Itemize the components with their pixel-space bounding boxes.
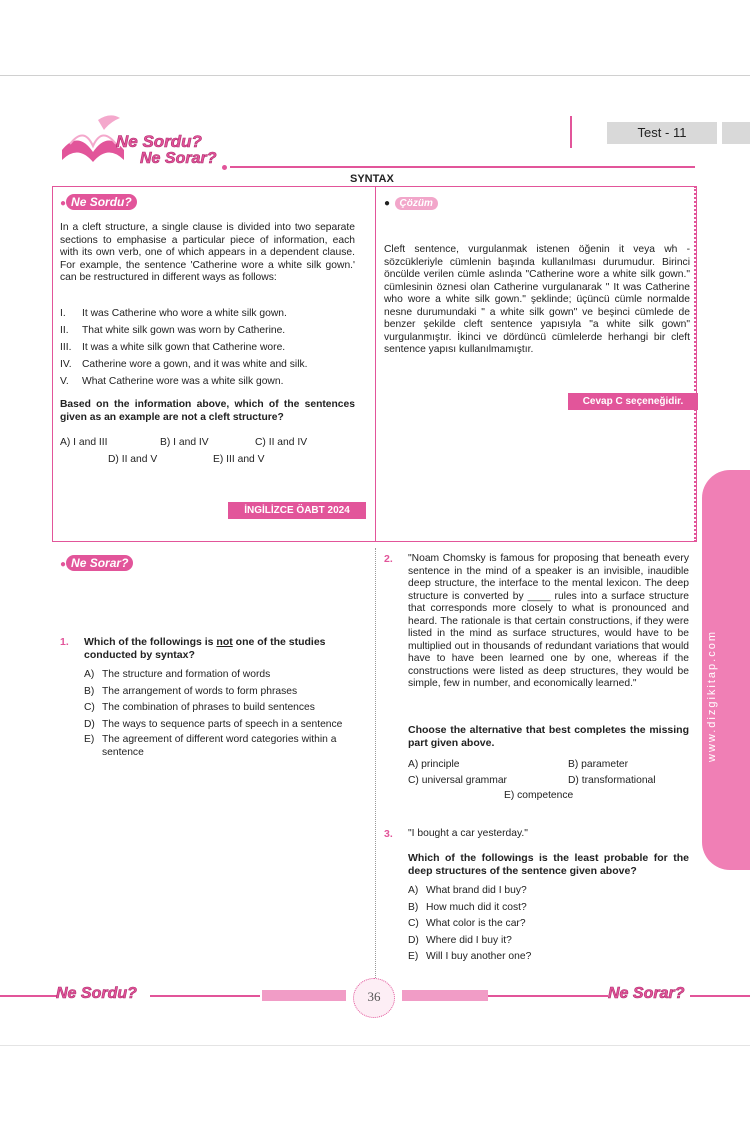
question-1-options: [84, 667, 368, 759]
footer-bar-left: [262, 990, 346, 1001]
list-item: II. That white silk gown was worn by Catherine.: [60, 325, 286, 336]
sordu-paragraph: In a cleft structure, a single clause is divided into two separate sections to emphasise a particular piece of information, each with its own verb, one of which appears in a dependent clause. For example, the sentence 'Catherine wore a white silk gown.' can be restructured in different ways as follows:: [60, 222, 355, 283]
footer-left-logo: Ne Sordu?: [56, 985, 137, 1002]
q1-option-d[interactable]: D) The ways to sequence parts of speech in a sentence: [84, 718, 343, 730]
test-label-box: [607, 122, 717, 144]
test-label-tail: [722, 122, 750, 144]
footer-rule-left: [0, 995, 58, 997]
q3-option-a[interactable]: A) What brand did I buy?: [408, 885, 527, 896]
sordu-box-divider: [375, 186, 376, 542]
sordu-option-a[interactable]: A) I and III: [60, 437, 108, 448]
sordu-option-b[interactable]: B) I and IV: [160, 437, 209, 448]
question-1-number: 1.: [60, 636, 69, 648]
header-dot: [222, 165, 227, 170]
q2-option-d[interactable]: D) transformational: [568, 775, 656, 786]
q1-option-a[interactable]: A) The structure and formation of words: [84, 669, 271, 680]
page-top-edge: [0, 75, 750, 76]
sordu-question: Based on the information above, which of the sentences given as an example are not a cleft structure?: [60, 399, 355, 423]
question-3-stem: Which of the followings is the least probable for the deep structures of the sentence given above?: [408, 852, 689, 877]
cozum-dotted-right: [694, 186, 696, 542]
page-number-circle: [353, 978, 395, 1018]
q2-option-e[interactable]: E) competence: [504, 790, 574, 801]
column-divider: [375, 548, 376, 988]
q3-option-c[interactable]: C) What color is the car?: [408, 918, 526, 929]
question-2-number: 2.: [384, 553, 393, 565]
q2-option-c[interactable]: C) universal grammar: [408, 775, 507, 786]
logo-line1: Ne Sordu?: [116, 132, 202, 151]
list-item: IV. Catherine wore a gown, and it was white and silk.: [60, 359, 308, 370]
question-3-quote: "I bought a car yesterday.": [408, 828, 528, 839]
cozum-heading: ● Çözüm: [384, 193, 438, 211]
question-1-stem: Which of the followings is not one of the studies conducted by syntax?: [84, 636, 326, 661]
sordu-option-c[interactable]: C) II and IV: [255, 437, 308, 448]
header-logo: [58, 110, 223, 175]
header-divider-short: [570, 116, 572, 148]
sorar-heading: ● Ne Sorar?: [60, 554, 133, 572]
header-rule: [230, 166, 695, 168]
footer-rule-mid-left: [150, 995, 260, 997]
q1-option-e[interactable]: E) The agreement of different word categories within a sentence: [84, 734, 337, 758]
sidebar-url: www.dizgikitap.com: [706, 630, 718, 762]
q3-option-d[interactable]: D) Where did I buy it?: [408, 934, 512, 946]
section-title: SYNTAX: [350, 173, 394, 185]
source-badge: İNGİLİZCE ÖABT 2024: [228, 502, 366, 519]
footer-bar-right: [402, 990, 488, 1001]
q2-option-a[interactable]: A) principle: [408, 759, 460, 770]
page-number: 36: [367, 989, 381, 1004]
q1-option-c[interactable]: C) The combination of phrases to build sentences: [84, 702, 315, 713]
footer-rule-far-right: [690, 995, 750, 997]
question-2-stem: Choose the alternative that best completes the missing part given above.: [408, 724, 689, 749]
sordu-heading: ● Ne Sordu?: [60, 193, 137, 211]
sordu-option-e[interactable]: E) III and V: [213, 454, 265, 465]
answer-badge: Cevap C seçeneğidir.: [568, 393, 698, 410]
page-bottom-edge: [0, 1045, 750, 1046]
list-item: III. It was a white silk gown that Catherine wore.: [60, 342, 286, 353]
q3-option-e[interactable]: E) Will I buy another one?: [408, 951, 532, 962]
q1-option-b[interactable]: B) The arrangement of words to form phrases: [84, 685, 298, 697]
list-item: V. What Catherine wore was a white silk gown.: [60, 376, 284, 387]
footer-rule-right: [488, 995, 608, 997]
cozum-paragraph: Cleft sentence, vurgulanmak istenen öğenin it veya wh - sözcükleriyle cümlenin başında kullanılması durumudur. Birinci öncülde verilen cümle aslında "Catherine wore a white silk gown." cümlesinin öznesi olan Catherine vurgulanarak " It was Catherine who wore a white silk gown." şeklinde; üçüncü cümle normalde nesne durumundaki " a white silk gown" ve beşinci cümlede de benzer şekilde cleft sentence yapısıyla "a white silk gown" vurgulanmıştır. İkinci ve dördüncü cümlelerde herhangi bir cleft sentence yapısı kullanılmamıştır.: [384, 244, 690, 355]
q3-option-b[interactable]: B) How much did it cost?: [408, 901, 527, 913]
sorar-heading-label: Ne Sorar?: [66, 555, 133, 571]
list-item: I. It was Catherine who wore a white silk gown.: [60, 308, 287, 319]
question-3-number: 3.: [384, 828, 393, 840]
cozum-heading-label: Çözüm: [395, 197, 438, 210]
question-3-options: [408, 883, 689, 966]
sordu-option-d[interactable]: D) II and V: [108, 454, 158, 465]
footer-right-logo: Ne Sorar?: [608, 985, 685, 1002]
question-2-passage: "Noam Chomsky is famous for proposing that beneath every sentence in the mind of a speaker is an invisible, inaudible deep structure, the interface to the mental lexicon. The deep structure is converted by ____ rules into a surface structure that corresponds more closely to what is pronounced and heard. The rationale is that certain constructions, if they were listed in the mind as surface structures, would have to be multiplied out in thousands of redundant variations that would have to have been learned one by one, whereas if the constructions were listed as deep structures, they would be simple, few in number, and economically learned.": [408, 553, 689, 689]
logo-line2: Ne Sorar?: [140, 150, 217, 167]
sordu-items: [60, 305, 360, 390]
test-label: Test - 11: [637, 125, 687, 140]
q2-option-b[interactable]: B) parameter: [568, 759, 629, 770]
sordu-heading-label: Ne Sordu?: [66, 194, 137, 210]
question-1: [60, 636, 368, 662]
